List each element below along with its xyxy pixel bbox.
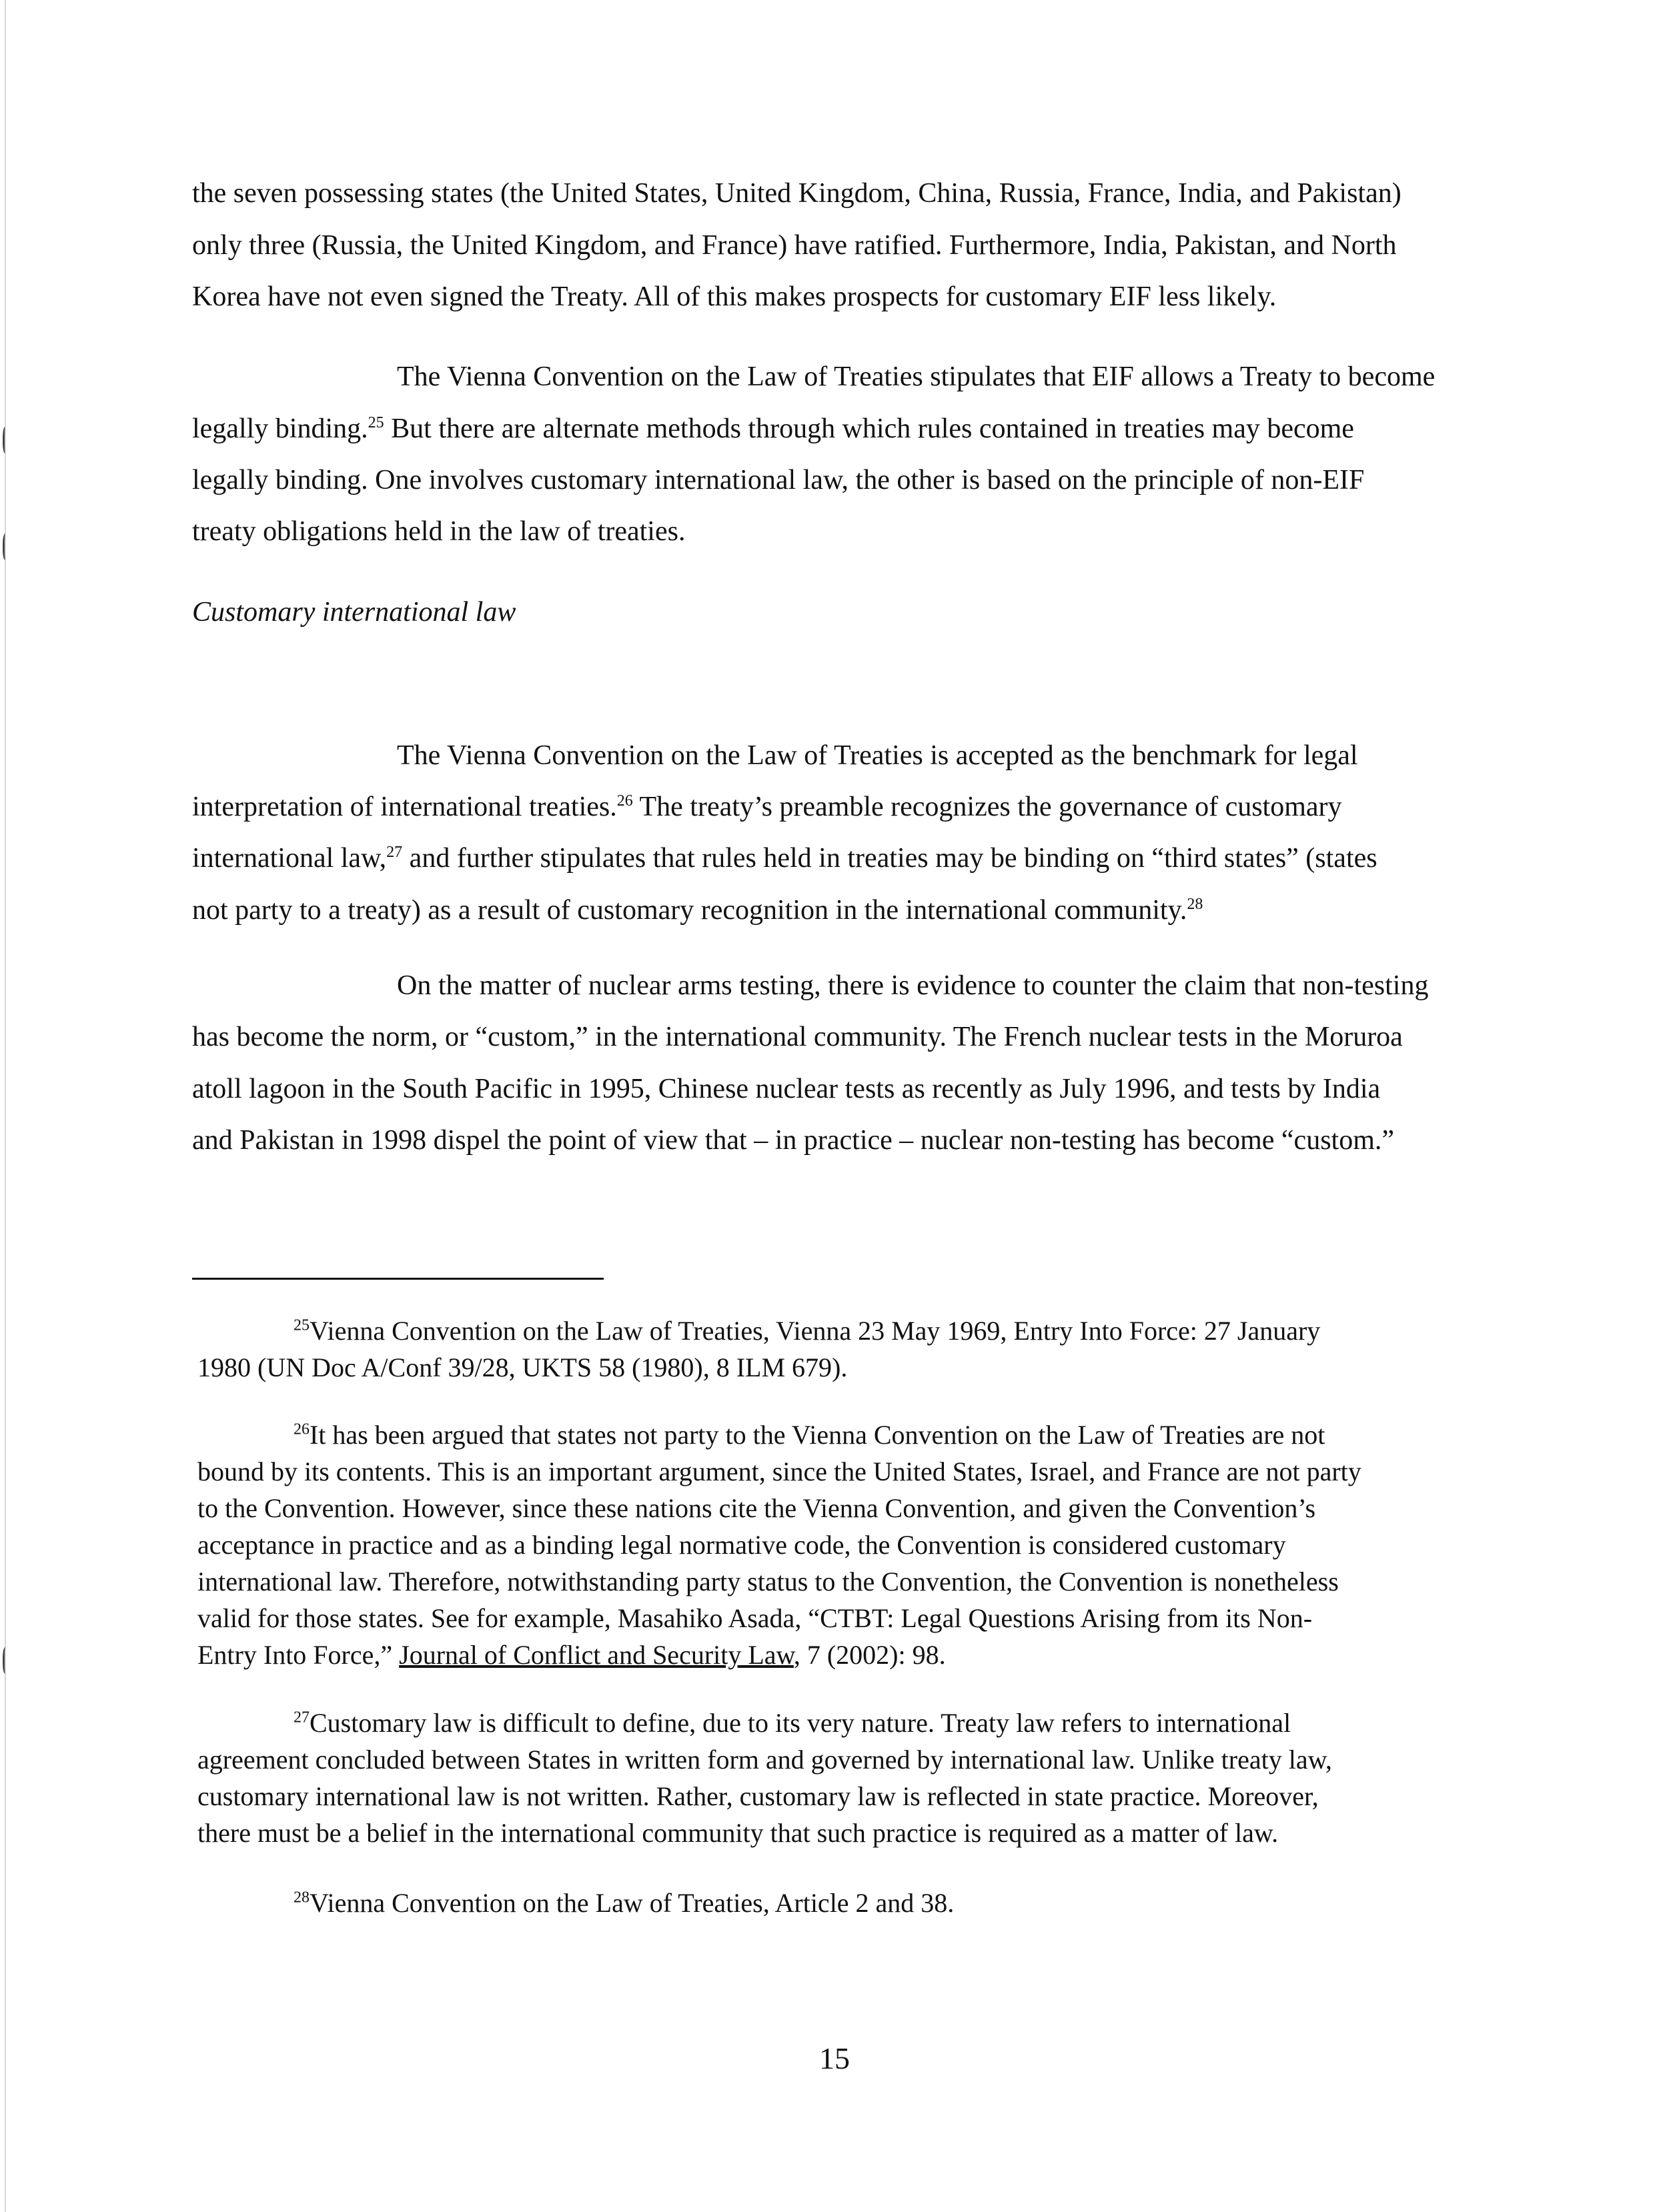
footnote-line: $^{26}$It has been argued that states not party to the Vienna Convention on the Law of Treaties are not	[294, 1420, 1325, 1450]
text-line: The Vienna Convention on the Law of Treaties is accepted as the benchmark for legal	[397, 740, 1358, 771]
footnote-line: to the Convention. However, since these nations cite the Vienna Convention, and given the Convention’s	[197, 1493, 1316, 1523]
scan-edge-mark	[3, 533, 9, 560]
footnote-line: there must be a belief in the international community that such practice is required as a matter of law.	[197, 1818, 1279, 1848]
text-line: not party to a treaty) as a result of customary recognition in the international community.$^{28}$	[192, 895, 1203, 926]
footnote-ref: 26	[616, 792, 633, 810]
footnote-number: 25	[294, 1316, 310, 1334]
text-line: The Vienna Convention on the Law of Treaties stipulates that EIF allows a Treaty to become	[397, 361, 1436, 392]
footnote-line: Entry Into Force,” Journal of Conflict and Security Law, 7 (2002): 98.	[197, 1640, 946, 1670]
footnote-separator	[192, 1278, 604, 1280]
text-line: Korea have not even signed the Treaty. All of this makes prospects for customary EIF less likely.	[192, 281, 1277, 312]
footnote-line: $^{25}$Vienna Convention on the Law of Treaties, Vienna 23 May 1969, Entry Into Force: 27 January	[294, 1316, 1321, 1346]
footnote-number: 27	[294, 1709, 310, 1727]
footnote-line: acceptance in practice and as a binding legal normative code, the Convention is considered customary	[197, 1530, 1286, 1560]
section-heading: Customary international law	[192, 597, 516, 628]
footnote-line: 1980 (UN Doc A/Conf 39/28, UKTS 58 (1980), 8 ILM 679).	[197, 1352, 848, 1382]
text-line: atoll lagoon in the South Pacific in 1995, Chinese nuclear tests as recently as July 1996, and tests by India	[192, 1074, 1381, 1104]
footnote-ref: 28	[1187, 896, 1203, 913]
footnote-ref: 25	[368, 414, 384, 431]
footnote-number: 26	[294, 1420, 310, 1438]
text-line: On the matter of nuclear arms testing, there is evidence to counter the claim that non-testing	[397, 970, 1429, 1001]
footnote-line: bound by its contents. This is an important argument, since the United States, Israel, and France are not party	[197, 1456, 1361, 1486]
footnote-ref: 27	[386, 844, 403, 861]
footnote-line: customary international law is not written. Rather, customary law is reflected in state practice. Moreover,	[197, 1781, 1319, 1811]
text-line: has become the norm, or “custom,” in the international community. The French nuclear tests in the Moruroa	[192, 1022, 1403, 1052]
footnote-line: valid for those states. See for example, Masahiko Asada, “CTBT: Legal Questions Arising from its Non-	[197, 1603, 1313, 1633]
scan-left-edge	[5, 0, 6, 2212]
text-line: the seven possessing states (the United States, United Kingdom, China, Russia, France, India, and Pakistan)	[192, 178, 1402, 209]
text-line: legally binding.$^{25}$ But there are alternate methods through which rules contained in treaties may become	[192, 413, 1354, 444]
footnote-line: international law. Therefore, notwithstanding party status to the Convention, the Convention is nonetheless	[197, 1566, 1339, 1596]
text-line: interpretation of international treaties.$^{26}$ The treaty’s preamble recognizes the governance of customary	[192, 792, 1342, 822]
text-line: treaty obligations held in the law of treaties.	[192, 516, 686, 547]
text-line: only three (Russia, the United Kingdom, and France) have ratified. Furthermore, India, Pakistan, and North	[192, 230, 1397, 261]
text-line: legally binding. One involves customary international law, the other is based on the principle of non-EIF	[192, 465, 1365, 495]
scan-edge-mark	[3, 1647, 9, 1674]
footnote-line: $^{28}$Vienna Convention on the Law of Treaties, Article 2 and 38.	[294, 1888, 955, 1918]
footnote-line: agreement concluded between States in written form and governed by international law. Unlike treaty law,	[197, 1745, 1332, 1775]
footnote-line: $^{27}$Customary law is difficult to define, due to its very nature. Treaty law refers to international	[294, 1708, 1291, 1738]
text-line: international law,$^{27}$ and further stipulates that rules held in treaties may be binding on “third states” (states	[192, 843, 1377, 874]
scan-edge-mark	[3, 427, 9, 453]
footnote-number: 28	[294, 1889, 310, 1907]
text-line: and Pakistan in 1998 dispel the point of view that – in practice – nuclear non-testing has become “custom.”	[192, 1125, 1395, 1156]
journal-title: Journal of Conflict and Security Law	[399, 1640, 794, 1670]
page-number: 15	[819, 2041, 850, 2075]
